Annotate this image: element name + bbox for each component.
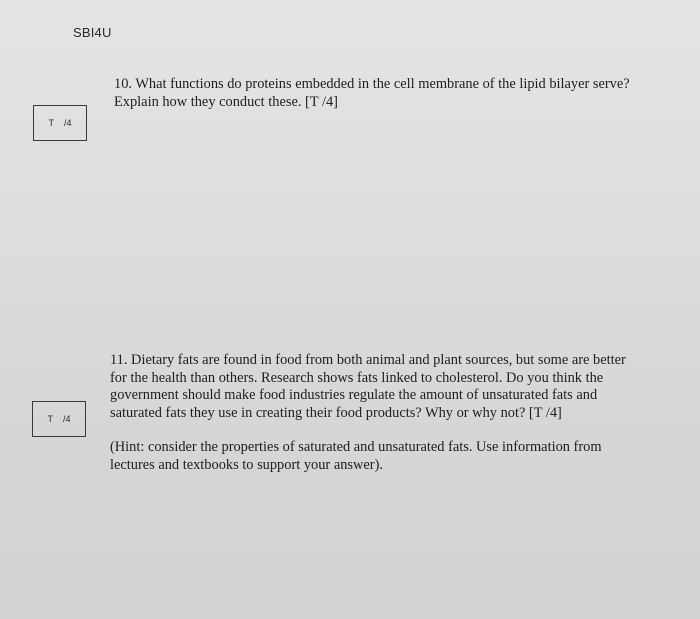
question-10 — [114, 76, 630, 111]
score-label: T — [47, 414, 53, 424]
question-line: 10. What functions do proteins embedded in the cell membrane of the lipid bilayer serve? — [114, 76, 630, 92]
score-box-q11 — [32, 401, 86, 437]
question-11-hint — [110, 439, 602, 474]
question-line: for the health than others. Research shows fats linked to cholesterol. Do you think the — [110, 369, 604, 386]
score-value: /4 — [63, 118, 72, 128]
question-11 — [110, 352, 626, 422]
hint-line: lectures and textbooks to support your answer). — [110, 456, 383, 473]
hint-line: (Hint: consider the properties of saturated and unsaturated fats. Use information from — [110, 439, 602, 455]
course-code: SBI4U — [73, 25, 112, 40]
question-line: government should make food industries regulate the amount of unsaturated fats and — [110, 387, 598, 403]
score-value: /4 — [62, 414, 71, 424]
question-line: saturated fats they use in creating their food products? Why or why not? [T /4] — [110, 404, 562, 421]
question-line: Explain how they conduct these. [T /4] — [114, 93, 338, 110]
score-label: T — [48, 118, 54, 128]
score-box-q10 — [33, 105, 87, 141]
question-line: 11. Dietary fats are found in food from both animal and plant sources, but some are better — [110, 352, 626, 368]
